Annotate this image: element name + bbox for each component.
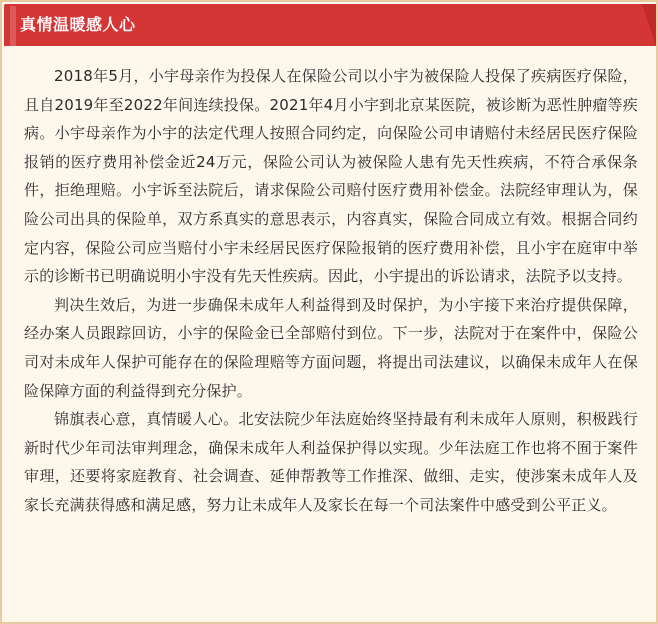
- section-title: 真情温暖感人心: [20, 15, 136, 34]
- header-corner-decoration: [642, 4, 656, 46]
- paragraph-case-facts: 2018年5月，小宇母亲作为投保人在保险公司以小宇为被保险人投保了疾病医疗保险，且自2019年至2022年间连续投保。2021年4月小宇到北京某医院，被诊断为恶性肿瘤等疾病。小宇母亲作为小宇的法定代理人按照合同约定，向保险公司申请赔付未经居民医疗保险报销的医疗费用补偿金近24万元，保险公司认为被保险人患有先天性疾病，不符合承保条件，拒绝理赔。小宇诉至法院后，请求保险公司赔付医疗费用补偿金。法院经审理认为，保险公司出具的保险单，双方系真实的意思表示，内容真实，保险合同成立有效。根据合同约定内容，保险公司应当赔付小宇未经居民医疗保险报销的医疗费用补偿，且小宇在庭审中举示的诊断书已明确说明小宇没有先天性疾病。因此，小宇提出的诉讼请求，法院予以支持。: [24, 67, 638, 286]
- section-header-bar: [4, 4, 656, 46]
- paragraph-follow-up: 判决生效后，为进一步确保未成年人利益得到及时保护，为小宇接下来治疗提供保障，经办案人员跟踪回访，小宇的保险金已全部赔付到位。下一步，法院对于在案件中，保险公司对未成年人保护可能存在的保险理赔等方面问题，将提出司法建议，以确保未成年人在保险保障方面的利益得到充分保护。: [24, 295, 638, 400]
- article-body: [24, 62, 638, 520]
- paragraph-conclusion: 锦旗表心意，真情暖人心。北安法院少年法庭始终坚持最有利未成年人原则，积极践行新时代少年司法审判理念，确保未成年人利益保护得以实现。少年法庭工作也将不囿于案件审理，还要将家庭教育、社会调查、延伸帮教等工作推深、做细、走实，使涉案未成年人及家长充满获得感和满足感，努力让未成年人及家长在每一个司法案件中感受到公平正义。: [24, 410, 638, 514]
- header-accent-stripe: [10, 6, 16, 46]
